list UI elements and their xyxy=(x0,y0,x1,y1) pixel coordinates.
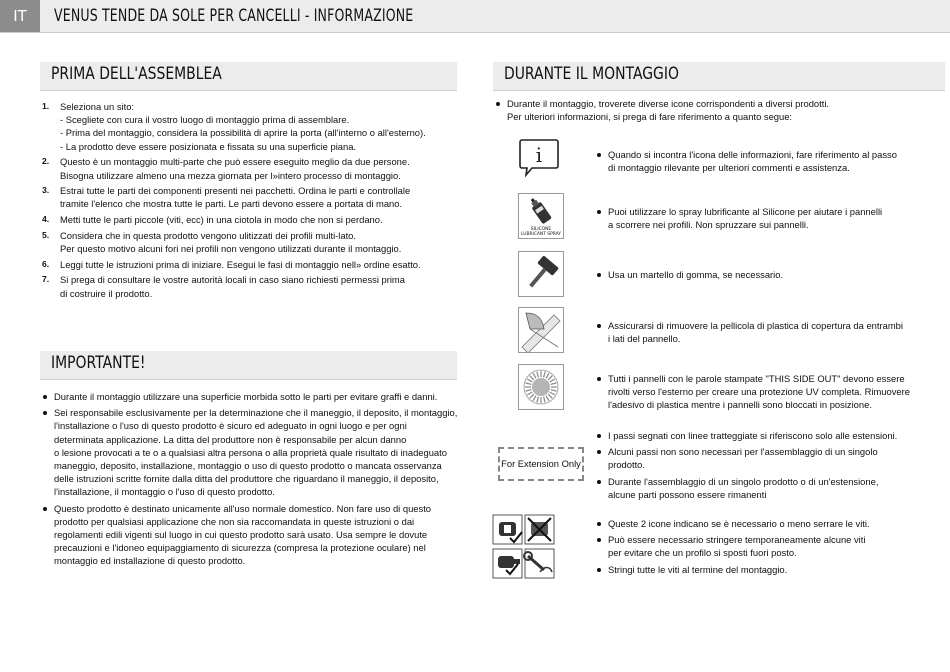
text-line: Quando si incontra l'icona delle informazioni, fare riferimento al passo xyxy=(608,149,897,160)
step-number: 5. xyxy=(42,229,50,240)
spray-label-2: LUBRICANT SPRAY xyxy=(521,232,561,237)
page-title: VENUS TENDE DA SOLE PER CANCELLI - INFORMAZIONE xyxy=(54,6,414,26)
text-line: Puoi utilizzare lo spray lubrificante al Silicone per aiutare i pannelli xyxy=(608,206,883,217)
step-item xyxy=(40,273,450,299)
before-steps-list xyxy=(40,100,450,302)
sun-uv-icon xyxy=(518,364,564,410)
text-line: Metti tutte le parti piccole (viti, ecc) in una ciotola in modo che non si perdano. xyxy=(60,214,383,226)
extension-desc xyxy=(594,429,924,504)
info-row xyxy=(518,140,938,180)
step-number: 4. xyxy=(42,214,50,225)
step-number: 1. xyxy=(42,101,50,111)
text-line: Alcuni passi non sono necessari per l'assemblaggio di un singolo xyxy=(608,446,878,458)
text-line: prodotto. xyxy=(608,459,646,471)
spray-can-icon xyxy=(518,193,564,239)
text-line: Leggi tutte le istruzioni prima di iniziare. Esegui le fasi di montaggio nell» ordine esatto. xyxy=(60,258,421,270)
step-number: 7. xyxy=(42,274,50,285)
screws-row xyxy=(518,515,938,581)
text-line: precauzioni e l'idoneo equipaggiamento di sicurezza (compresa la protezione oculare) nel xyxy=(54,542,426,554)
during-intro xyxy=(493,97,913,126)
section-header-during xyxy=(493,62,945,91)
bullet-item xyxy=(594,268,924,281)
top-bar xyxy=(0,0,950,33)
text-line: montaggio ed installazione di questo prodotto. xyxy=(54,555,246,567)
wrench-hand-icon xyxy=(524,549,554,578)
extension-only-box: For Extension Only xyxy=(498,447,584,481)
text-line: Queste 2 icone indicano se è necessario o meno serrare le viti. xyxy=(608,518,870,529)
language-tab: IT xyxy=(0,0,40,32)
film-desc xyxy=(594,319,924,348)
text-line: Questo è un montaggio multi-parte che può essere eseguito meglio da due persone. xyxy=(60,156,410,168)
text-line: rivolti verso l'esterno per creare una protezione UV completa. Rimuovere xyxy=(608,386,910,398)
text-line: a scorrere nei profili. Non spruzzare sui pannelli. xyxy=(608,219,809,231)
text-line: Estrai tutte le parti dei componenti presenti nei pacchetti. Ordina le parti e controllale xyxy=(60,185,411,197)
text-line: - Prima del montaggio, considera la possibilità di aprire la porta (all'interno o all'esterno). xyxy=(60,127,426,139)
step-item xyxy=(40,155,450,181)
screw-tighten-icons xyxy=(492,514,556,580)
text-line: Può essere necessario stringere temporaneamente alcune viti xyxy=(608,534,866,546)
bullet-item xyxy=(594,429,924,442)
text-line: per evitare che un profilo si sposti fuori posto. xyxy=(608,547,797,559)
step-item xyxy=(40,213,450,226)
text-line: Durante il montaggio, troverete diverse icone corrispondenti a diversi prodotti. xyxy=(507,98,830,109)
step-number: 6. xyxy=(42,258,50,269)
bullet-item xyxy=(594,445,924,471)
section-header-important xyxy=(40,351,457,380)
bullet-item xyxy=(594,205,924,231)
text-line: di montaggio rilevante per ulteriori commenti e assistenza. xyxy=(608,162,850,174)
text-line: alcune parti possono essere rimanenti xyxy=(608,488,767,500)
film-row xyxy=(518,307,938,353)
text-line: i lati del pannello. xyxy=(608,333,681,345)
text-line: Bisogna utilizzare almeno una mezza giornata per l»intero processo di montaggio. xyxy=(60,169,401,181)
text-line: - Scegliete con cura il vostro luogo di montaggio prima di assemblare. xyxy=(60,114,350,126)
text-line: Sei responsabile esclusivamente per la determinazione che il maneggio, il deposito, il montaggio, xyxy=(54,407,458,419)
text-line: maneggio, deposito, installazione, montaggio o uso di questo prodotto o mancata osservanza xyxy=(54,460,442,472)
text-line: Usa un martello di gomma, se necessario. xyxy=(608,269,784,280)
hammer-desc xyxy=(594,268,924,284)
bullet-item xyxy=(40,502,460,568)
step-item xyxy=(40,184,450,210)
text-line: l'installazione, il montaggio o l'uso di questo prodotto. xyxy=(54,486,275,498)
spray-desc xyxy=(594,205,924,234)
bullet-item xyxy=(40,390,460,403)
section-title-before: PRIMA DELL'ASSEMBLEA xyxy=(51,64,222,84)
step-item xyxy=(40,229,450,255)
bullet-item xyxy=(594,475,924,501)
hammer-row xyxy=(518,251,938,297)
text-line: delle istruzioni scritte fornite dalla ditta del produttore che riguardano il maneggio, il deposito, xyxy=(54,473,439,485)
bullet-item xyxy=(594,533,924,559)
info-icon xyxy=(518,138,560,178)
text-line: o lesione provocati a te o a qualsiasi altra persona o alla proprietà quale risultato di inadeguato xyxy=(54,446,447,458)
bullet-item xyxy=(594,563,924,576)
text-line: Tutti i pannelli con le parole stampate "THIS SIDE OUT" devono essere xyxy=(608,373,905,384)
spray-label-1: SILICONE xyxy=(530,227,552,232)
bullet-item xyxy=(493,97,913,123)
text-line: - La prodotto deve essere posizionata e fissata su una superficie piana. xyxy=(60,140,357,152)
text-line: l'adesivo di plastica mentre i pannelli sono bloccati in posizione. xyxy=(608,399,872,411)
sun-desc xyxy=(594,372,924,415)
sun-row xyxy=(518,362,938,410)
step-number: 2. xyxy=(42,156,50,167)
important-list xyxy=(40,390,460,571)
text-line: Considera che in questa prodotto vengono ulitizzati dei profili multi-lato. xyxy=(60,229,356,241)
screws-desc xyxy=(594,517,924,579)
text-line: Durante l'assemblaggio di un singolo prodotto o di un'estensione, xyxy=(608,475,879,487)
bullet-item xyxy=(594,319,924,345)
text-line: l'installazione o l'uso di questo prodotto è sicuro ed adeguato in ogni luogo e per ogni xyxy=(54,420,407,432)
info-icon-letter: i xyxy=(535,143,543,167)
spray-row xyxy=(518,195,938,241)
info-desc xyxy=(594,148,924,177)
hammer-icon xyxy=(518,251,564,297)
text-line: Durante il montaggio utilizzare una superficie morbida sotto le parti per evitare graffi e danni. xyxy=(54,391,438,402)
text-line: Assicurarsi di rimuovere la pellicola di plastica di copertura da entrambi xyxy=(608,320,903,331)
peel-film-icon xyxy=(518,307,564,353)
step-number: 3. xyxy=(42,185,50,196)
section-header-before xyxy=(40,62,457,91)
text-line: regolamenti edili vigenti sul luogo in cui questo prodotto sarà usato. Usa sempre le dovute xyxy=(54,529,428,541)
drill-check-icon xyxy=(493,549,522,578)
bullet-item xyxy=(40,406,460,498)
bullet-item xyxy=(594,148,924,174)
text-line: Questo prodotto è destinato unicamente all'uso normale domestico. Non fare uso di questo xyxy=(54,502,432,514)
text-line: Per questo motivo alcuni fori nei profili non vengono utilizzati durante il montaggio. xyxy=(60,243,402,255)
text-line: Seleziona un sito: xyxy=(60,101,135,112)
text-line: di costruire il prodotto. xyxy=(60,287,153,299)
text-line: Per ulteriori informazioni, si prega di fare riferimento a quanto segue: xyxy=(507,111,793,123)
screwdriver-check-icon xyxy=(493,515,522,544)
text-line: Si prega di consultare le vostre autorità locali in caso siano richiesti permessi prima xyxy=(60,274,405,286)
step-item xyxy=(40,100,450,153)
text-line: I passi segnati con linee tratteggiate si riferiscono solo alle estensioni. xyxy=(608,430,898,441)
text-line: tramite l'elenco che mostra tutte le parti. Le parti devono essere a portata di mano. xyxy=(60,198,403,210)
text-line: determinata applicazione. La ditta del produttore non è responsabile per alcun danno xyxy=(54,433,407,445)
bullet-item xyxy=(594,517,924,530)
screwdriver-cross-icon xyxy=(525,515,554,544)
bullet-item xyxy=(594,372,924,412)
step-item xyxy=(40,258,450,271)
section-title-important: IMPORTANTE! xyxy=(51,353,146,373)
text-line: prodotto per qualsiasi applicazione che non sia raccomandata in queste istruzioni o dai xyxy=(54,515,415,527)
text-line: Stringi tutte le viti al termine del montaggio. xyxy=(608,563,788,575)
section-title-during: DURANTE IL MONTAGGIO xyxy=(504,64,679,84)
extension-row xyxy=(501,427,938,500)
